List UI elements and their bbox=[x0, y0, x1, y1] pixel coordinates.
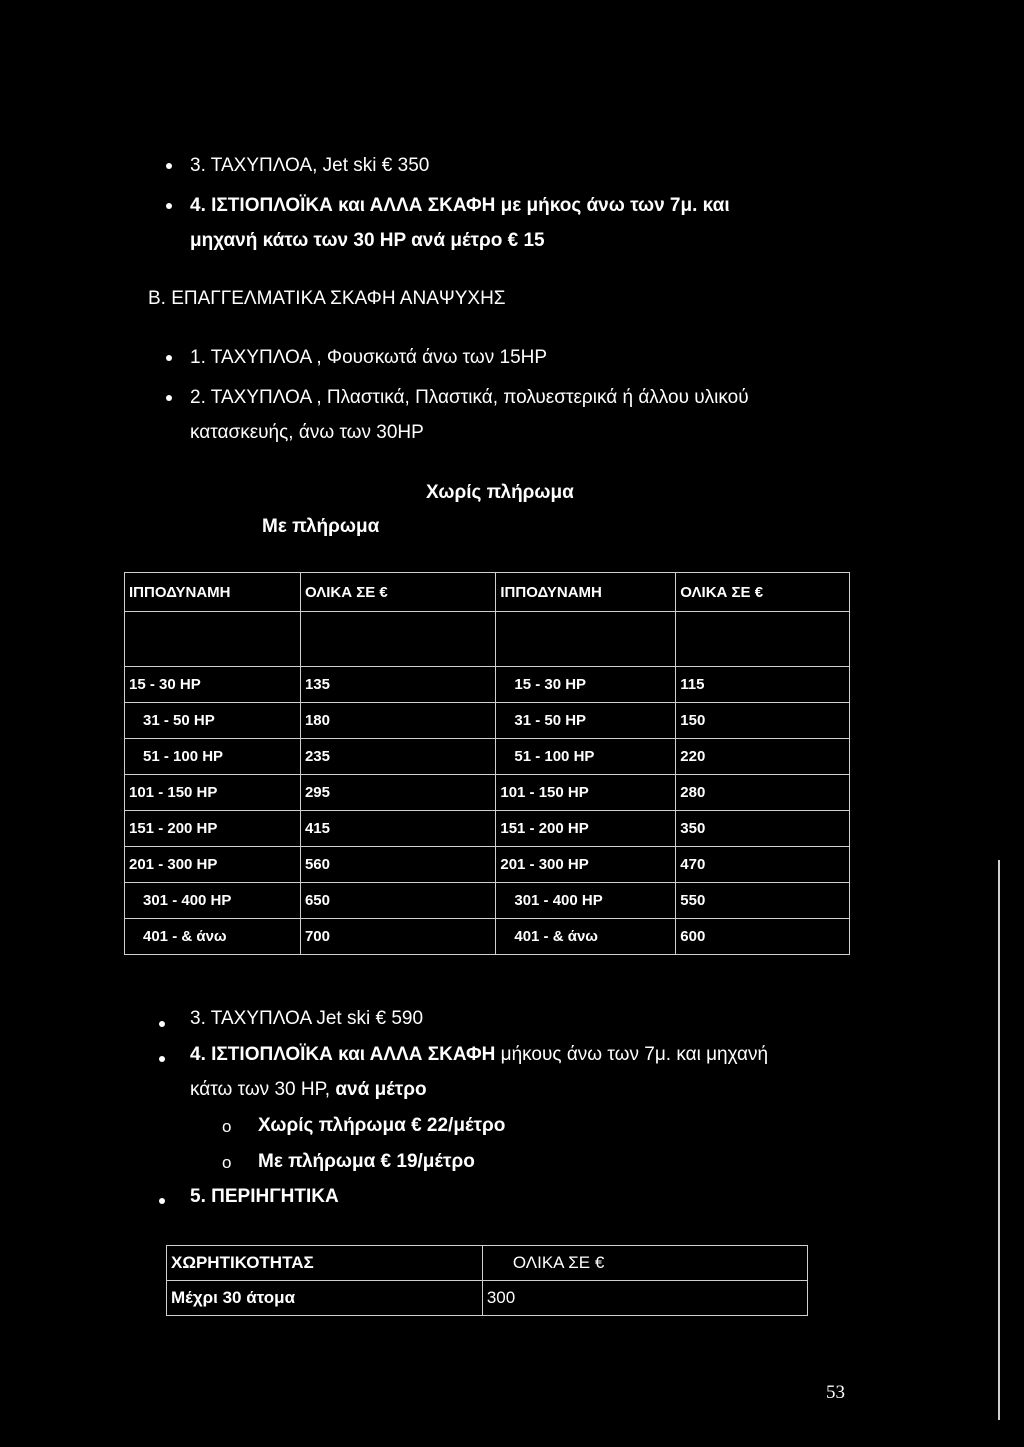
without-crew-heading: Χωρίς πλήρωμα bbox=[426, 482, 574, 503]
table-cell: 301 - 400 HP bbox=[496, 883, 676, 919]
capacity-price-table bbox=[166, 1245, 808, 1316]
inflatable-line: 1. ΤΑΧΥΠΛΟΑ , Φουσκωτά άνω των 15HP bbox=[190, 347, 548, 368]
section-b-title: Β. ΕΠΑΓΓΕΛΜΑΤΙΚΑ ΣΚΑΦΗ ΑΝΑΨΥΧΗΣ bbox=[148, 288, 506, 309]
table-cell: 51 - 100 HP bbox=[496, 739, 676, 775]
table-spacer-row bbox=[125, 612, 850, 667]
table-cell: 101 - 150 HP bbox=[496, 775, 676, 811]
horsepower-price-table bbox=[124, 572, 850, 955]
table-header-row bbox=[167, 1246, 808, 1281]
bullet bbox=[159, 1021, 165, 1027]
margin-rule bbox=[998, 860, 1000, 1420]
table-row bbox=[125, 703, 850, 739]
header-capacity: ΧΩΡΗΤΙΚΟΤΗΤΑΣ bbox=[167, 1246, 483, 1281]
table-cell: 415 bbox=[300, 811, 495, 847]
header-total: ΟΛΙΚΑ ΣΕ € bbox=[676, 573, 850, 612]
table-row bbox=[125, 883, 850, 919]
pro-sailboat-line-2: κάτω των 30 HP, ανά μέτρο bbox=[190, 1079, 427, 1100]
table-cell: 15 - 30 HP bbox=[496, 667, 676, 703]
table-cell: 115 bbox=[676, 667, 850, 703]
table-row bbox=[167, 1281, 808, 1316]
sailboat-price-line-2: μηχανή κάτω των 30 HP ανά μέτρο € 15 bbox=[190, 230, 545, 251]
bullet bbox=[159, 1056, 165, 1062]
table-cell: 401 - & άνω bbox=[125, 919, 301, 955]
pro-jetski-line: 3. ΤΑΧΥΠΛΟΑ Jet ski € 590 bbox=[190, 1008, 424, 1029]
table-cell: 180 bbox=[300, 703, 495, 739]
table-cell: 550 bbox=[676, 883, 850, 919]
header-total: ΟΛΙΚΑ ΣΕ € bbox=[300, 573, 495, 612]
table-cell: 31 - 50 HP bbox=[125, 703, 301, 739]
table-cell: 295 bbox=[300, 775, 495, 811]
header-horsepower: ΙΠΠΟΔΥΝΑΜΗ bbox=[125, 573, 301, 612]
table-cell bbox=[496, 612, 676, 667]
bullet bbox=[159, 1198, 165, 1204]
table-cell: 220 bbox=[676, 739, 850, 775]
table-cell: 151 - 200 HP bbox=[125, 811, 301, 847]
with-crew-heading: Με πλήρωμα bbox=[262, 516, 380, 537]
table-cell: 350 bbox=[676, 811, 850, 847]
bullet bbox=[166, 355, 172, 361]
table-row bbox=[125, 919, 850, 955]
table-cell: 135 bbox=[300, 667, 495, 703]
sub-bullet: o bbox=[222, 1117, 232, 1136]
without-crew-price: Χωρίς πλήρωμα € 22/μέτρο bbox=[258, 1115, 506, 1136]
table-cell: 280 bbox=[676, 775, 850, 811]
page-number: 53 bbox=[826, 1382, 845, 1403]
sub-bullet: o bbox=[222, 1153, 232, 1172]
table-row bbox=[125, 811, 850, 847]
header-horsepower: ΙΠΠΟΔΥΝΑΜΗ bbox=[496, 573, 676, 612]
plastic-boats-line-2: κατασκευής, άνω των 30HP bbox=[190, 422, 424, 443]
table-header-row bbox=[125, 573, 850, 612]
table-cell: 151 - 200 HP bbox=[496, 811, 676, 847]
plastic-boats-line-1: 2. ΤΑΧΥΠΛΟΑ , Πλαστικά, Πλαστικά, πολυεστερικά ή άλλου υλικού bbox=[190, 387, 749, 408]
sailboat-price-line-1: 4. ΙΣΤΙΟΠΛΟΪΚΑ και ΑΛΛΑ ΣΚΑΦΗ με μήκος άνω των 7μ. και bbox=[190, 195, 730, 216]
table-cell: 650 bbox=[300, 883, 495, 919]
table-row bbox=[125, 667, 850, 703]
table-cell: 15 - 30 HP bbox=[125, 667, 301, 703]
with-crew-price: Με πλήρωμα € 19/μέτρο bbox=[258, 1151, 475, 1172]
table-cell: 600 bbox=[676, 919, 850, 955]
table-cell bbox=[300, 612, 495, 667]
table-cell: 301 - 400 HP bbox=[125, 883, 301, 919]
table-row bbox=[125, 847, 850, 883]
table-cell: 401 - & άνω bbox=[496, 919, 676, 955]
table-cell: 235 bbox=[300, 739, 495, 775]
table-cell bbox=[676, 612, 850, 667]
jetski-price-line: 3. ΤΑΧΥΠΛΟΑ, Jet ski € 350 bbox=[190, 155, 430, 176]
bullet bbox=[166, 163, 172, 169]
table-cell: 201 - 300 HP bbox=[125, 847, 301, 883]
table-cell: 101 - 150 HP bbox=[125, 775, 301, 811]
table-cell bbox=[125, 612, 301, 667]
bullet bbox=[166, 395, 172, 401]
table-cell: 560 bbox=[300, 847, 495, 883]
tour-boats-heading: 5. ΠΕΡΙΗΓΗΤΙΚΑ bbox=[190, 1186, 339, 1207]
table-cell: 51 - 100 HP bbox=[125, 739, 301, 775]
table-cell: 700 bbox=[300, 919, 495, 955]
pro-sailboat-line-1: 4. ΙΣΤΙΟΠΛΟΪΚΑ και ΑΛΛΑ ΣΚΑΦΗ μήκους άνω των 7μ. και μηχανή bbox=[190, 1044, 769, 1065]
table-cell: 201 - 300 HP bbox=[496, 847, 676, 883]
table-cell: 300 bbox=[482, 1281, 807, 1316]
table-row bbox=[125, 775, 850, 811]
bullet bbox=[166, 203, 172, 209]
table-cell: 31 - 50 HP bbox=[496, 703, 676, 739]
table-cell: 470 bbox=[676, 847, 850, 883]
table-cell: 150 bbox=[676, 703, 850, 739]
table-cell: Μέχρι 30 άτομα bbox=[167, 1281, 483, 1316]
header-total: ΟΛΙΚΑ ΣΕ € bbox=[482, 1246, 807, 1281]
table-row bbox=[125, 739, 850, 775]
